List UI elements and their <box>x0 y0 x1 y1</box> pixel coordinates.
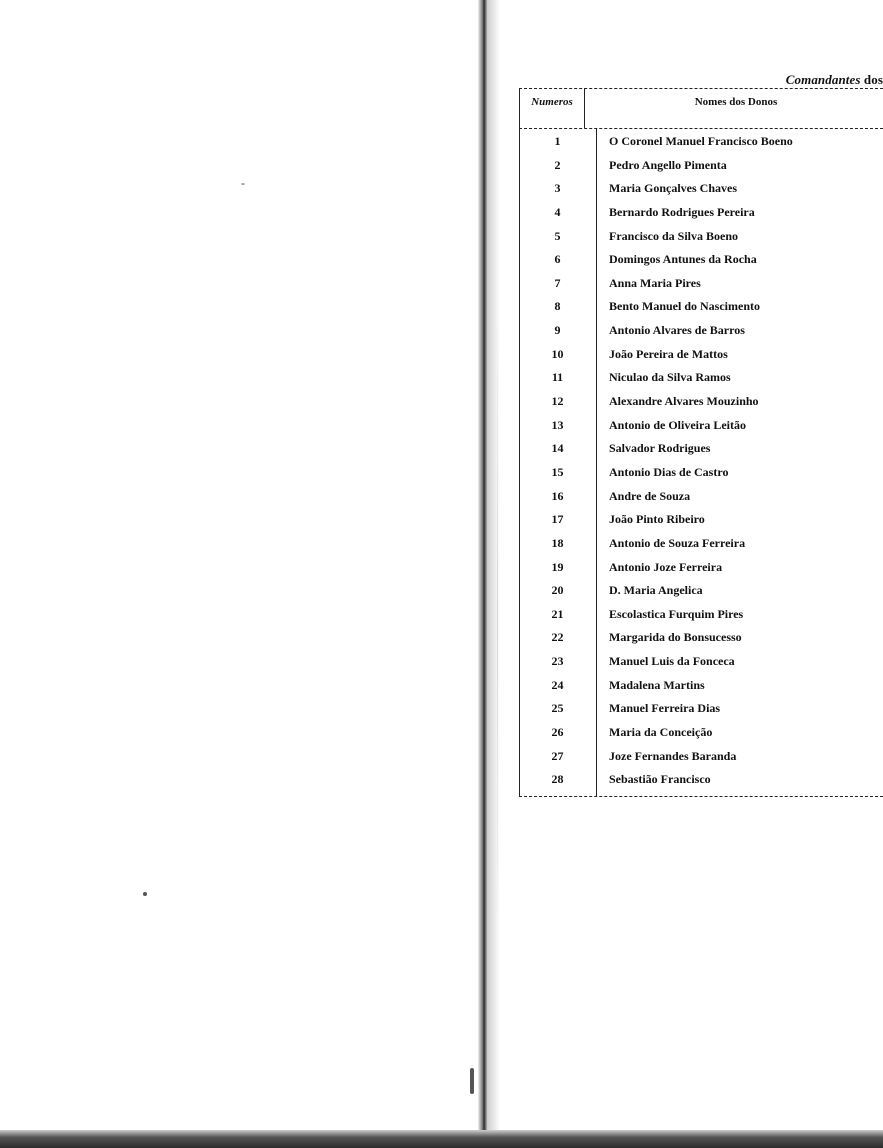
owner-name: Bernardo Rodrigues Pereira <box>609 204 755 219</box>
row-number: 28 <box>551 772 564 787</box>
row-number: 14 <box>551 441 564 456</box>
column-header-name: Nomes dos Donos <box>694 96 778 108</box>
row-number: 2 <box>554 157 561 172</box>
row-number: 13 <box>551 417 564 432</box>
header-column-divider <box>584 88 585 128</box>
table-row <box>519 154 883 178</box>
row-number: 15 <box>551 464 564 479</box>
column-header-number: Numeros <box>531 96 573 108</box>
owner-name: Antonio de Oliveira Leitão <box>609 417 746 432</box>
owner-name: Domingos Antunes da Rocha <box>609 252 757 267</box>
owner-name: Francisco da Silva Boeno <box>609 228 739 243</box>
row-number: 26 <box>551 725 564 740</box>
table-row <box>519 437 883 461</box>
owner-name: Sebastião Francisco <box>609 772 711 787</box>
table-caption <box>786 72 883 88</box>
row-number: 6 <box>554 252 561 267</box>
row-number: 17 <box>551 512 564 527</box>
table-row <box>519 225 883 249</box>
row-number: 27 <box>551 748 564 763</box>
gutter-shadow <box>488 0 500 1148</box>
row-number: 23 <box>551 654 564 669</box>
row-number: 18 <box>551 535 564 550</box>
table-row <box>519 485 883 509</box>
scan-bottom-edge <box>0 1130 883 1148</box>
owner-name: Salvador Rodrigues <box>609 441 711 456</box>
table-row <box>519 414 883 438</box>
owner-name: Maria da Conceição <box>609 725 713 740</box>
table-row <box>519 532 883 556</box>
table-row <box>519 674 883 698</box>
table-row <box>519 343 883 367</box>
owner-name: Anna Maria Pires <box>609 275 701 290</box>
scan-speck <box>241 183 245 185</box>
table-row <box>519 697 883 721</box>
table-row <box>519 745 883 769</box>
table-top-rule <box>519 88 883 89</box>
owner-name: Antonio de Souza Ferreira <box>609 535 746 550</box>
owners-table-body <box>519 130 883 792</box>
scan-speck <box>143 892 147 896</box>
caption-italic: Comandantes <box>785 72 861 87</box>
owner-name: Antonio Joze Ferreira <box>609 559 723 574</box>
table-row <box>519 721 883 745</box>
row-number: 7 <box>554 275 561 290</box>
scan-speck <box>470 1068 474 1094</box>
owner-name: Andre de Souza <box>609 488 691 503</box>
table-row <box>519 319 883 343</box>
owner-name: João Pinto Ribeiro <box>609 512 705 527</box>
row-number: 9 <box>554 323 561 338</box>
table-row <box>519 650 883 674</box>
owner-name: João Pereira de Mattos <box>609 346 728 361</box>
table-row <box>519 130 883 154</box>
owner-name: Joze Fernandes Baranda <box>609 748 737 763</box>
table-header-rule <box>519 128 883 129</box>
owner-name: Bento Manuel do Nascimento <box>609 299 760 314</box>
table-row <box>519 768 883 792</box>
row-number: 10 <box>551 346 564 361</box>
owner-name: Manuel Ferreira Dias <box>609 701 721 716</box>
page-crease <box>497 300 498 940</box>
table-row <box>519 508 883 532</box>
table-row <box>519 556 883 580</box>
owner-name: Pedro Angello Pimenta <box>609 157 727 172</box>
table-row <box>519 461 883 485</box>
owner-name: Antonio Dias de Castro <box>609 464 729 479</box>
row-number: 19 <box>551 559 564 574</box>
caption-rest: dos <box>860 72 883 87</box>
owner-name: O Coronel Manuel Francisco Boeno <box>609 134 793 148</box>
table-row <box>519 366 883 390</box>
row-number: 5 <box>554 228 561 243</box>
owner-name: Alexandre Alvares Mouzinho <box>609 394 759 409</box>
owner-name: Niculao da Silva Ramos <box>609 370 731 385</box>
table-bottom-rule <box>519 796 883 797</box>
table-row <box>519 248 883 272</box>
row-number: 8 <box>554 299 561 314</box>
owner-name: Escolastica Furquim Pires <box>609 606 744 621</box>
owner-name: Maria Gonçalves Chaves <box>609 181 737 196</box>
table-row <box>519 603 883 627</box>
row-number: 20 <box>551 583 564 598</box>
row-number: 11 <box>551 370 564 385</box>
row-number: 22 <box>551 630 564 645</box>
table-row <box>519 177 883 201</box>
table-row <box>519 626 883 650</box>
owner-name: Madalena Martins <box>609 677 705 692</box>
owner-name: Margarida do Bonsucesso <box>609 630 742 645</box>
row-number: 1 <box>554 134 561 148</box>
row-number: 24 <box>551 677 564 692</box>
owner-name: Antonio Alvares de Barros <box>609 323 745 338</box>
table-row <box>519 272 883 296</box>
table-row <box>519 390 883 414</box>
row-number: 12 <box>551 394 564 409</box>
owner-name: D. Maria Angelica <box>609 583 703 598</box>
table-row <box>519 201 883 225</box>
book-gutter <box>478 0 488 1148</box>
row-number: 3 <box>554 181 561 196</box>
row-number: 16 <box>551 488 564 503</box>
table-row <box>519 579 883 603</box>
owner-name: Manuel Luis da Fonceca <box>609 654 735 669</box>
row-number: 4 <box>554 204 561 219</box>
row-number: 25 <box>551 701 564 716</box>
table-row <box>519 295 883 319</box>
row-number: 21 <box>551 606 564 621</box>
